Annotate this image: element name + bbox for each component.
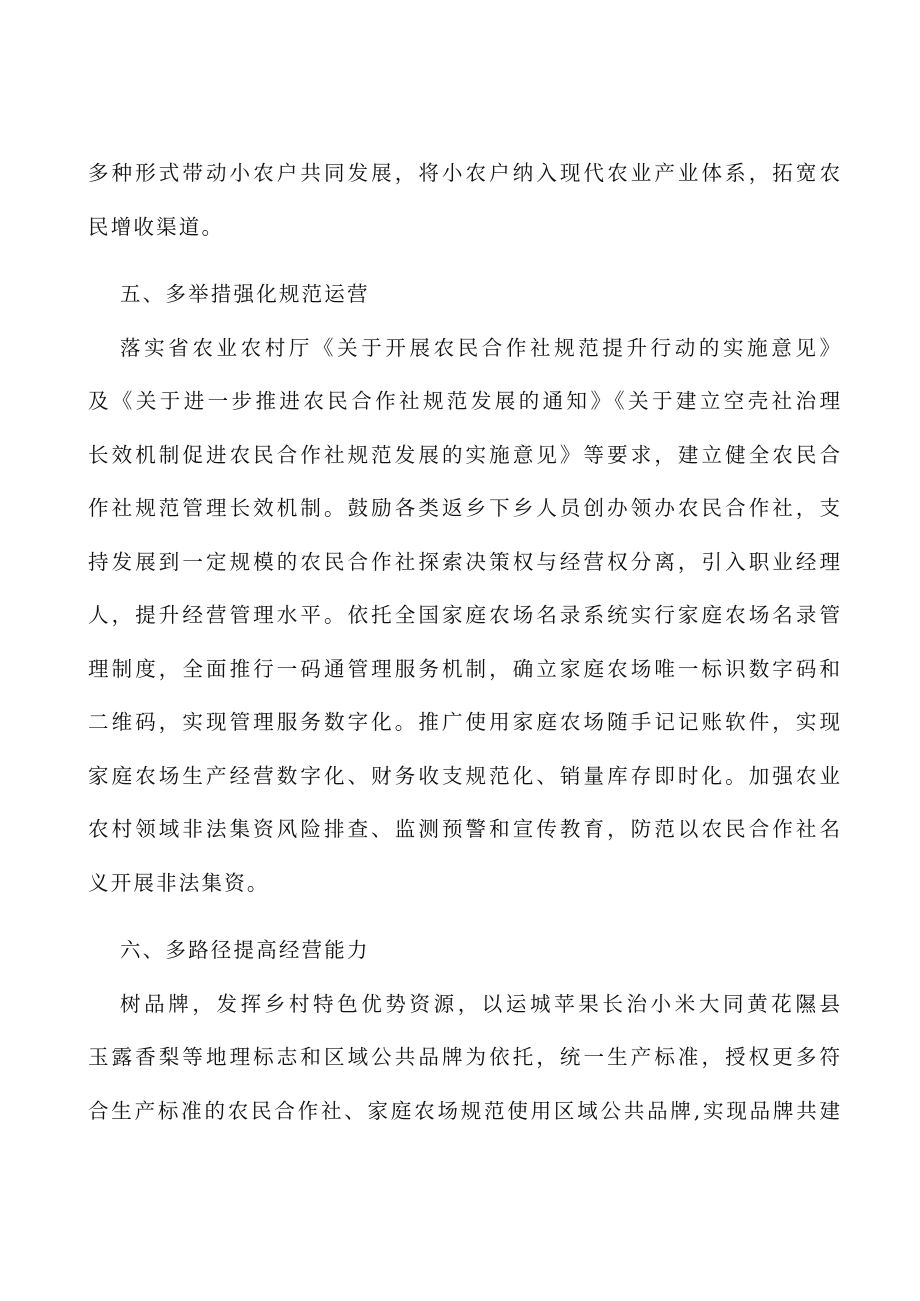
- text-line: 合生产标准的农民合作社、家庭农场规范使用区域公共品牌,实现品牌共建: [88, 1098, 840, 1123]
- text-line: 作社规范管理长效机制。鼓励各类返乡下乡人员创办领办农民合作社，支: [88, 496, 840, 520]
- paragraph-continuation: [88, 160, 840, 267]
- text-line: 民增收渠道。: [88, 214, 225, 239]
- document-page: [88, 160, 840, 1151]
- section-6-body: [88, 991, 840, 1152]
- text-line: 义开展非法集资。: [88, 870, 270, 895]
- text-line: 家庭农场生产经营数字化、财务收支规范化、销量库存即时化。加强农业: [88, 763, 840, 788]
- text-line: 玉露香梨等地理标志和区域公共品牌为依托，统一生产标准，授权更多符: [88, 1045, 840, 1069]
- text-line: 落实省农业农村厅《关于开展农民合作社规范提升行动的实施意见》: [120, 335, 840, 360]
- text-line: 及《关于进一步推进农民合作社规范发展的通知》《关于建立空壳社治理: [88, 389, 840, 413]
- section-5-body: [88, 335, 840, 924]
- text-line: 人，提升经营管理水平。依托全国家庭农场名录系统实行家庭农场名录管: [88, 603, 840, 627]
- text-line: 持发展到一定规模的农民合作社探索决策权与经营权分离，引入职业经理: [88, 549, 840, 574]
- text-line: 理制度，全面推行一码通管理服务机制，确立家庭农场唯一标识数字码和: [88, 656, 840, 681]
- text-line: 二维码，实现管理服务数字化。推广使用家庭农场随手记记账软件，实现: [88, 710, 840, 734]
- section-heading-5: 五、多举措强化规范运营: [120, 282, 370, 306]
- text-line: 多种形式带动小农户共同发展，将小农户纳入现代农业产业体系，拓宽农: [88, 161, 840, 185]
- text-line: 农村领域非法集资风险排查、监测预警和宣传教育，防范以农民合作社名: [88, 817, 840, 841]
- section-heading-6: 六、多路径提高经营能力: [120, 938, 370, 962]
- text-line: 长效机制促进农民合作社规范发展的实施意见》等要求，建立健全农民合: [88, 442, 840, 467]
- text-line: 树品牌，发挥乡村特色优势资源，以运城苹果长治小米大同黄花隰县: [120, 991, 840, 1016]
